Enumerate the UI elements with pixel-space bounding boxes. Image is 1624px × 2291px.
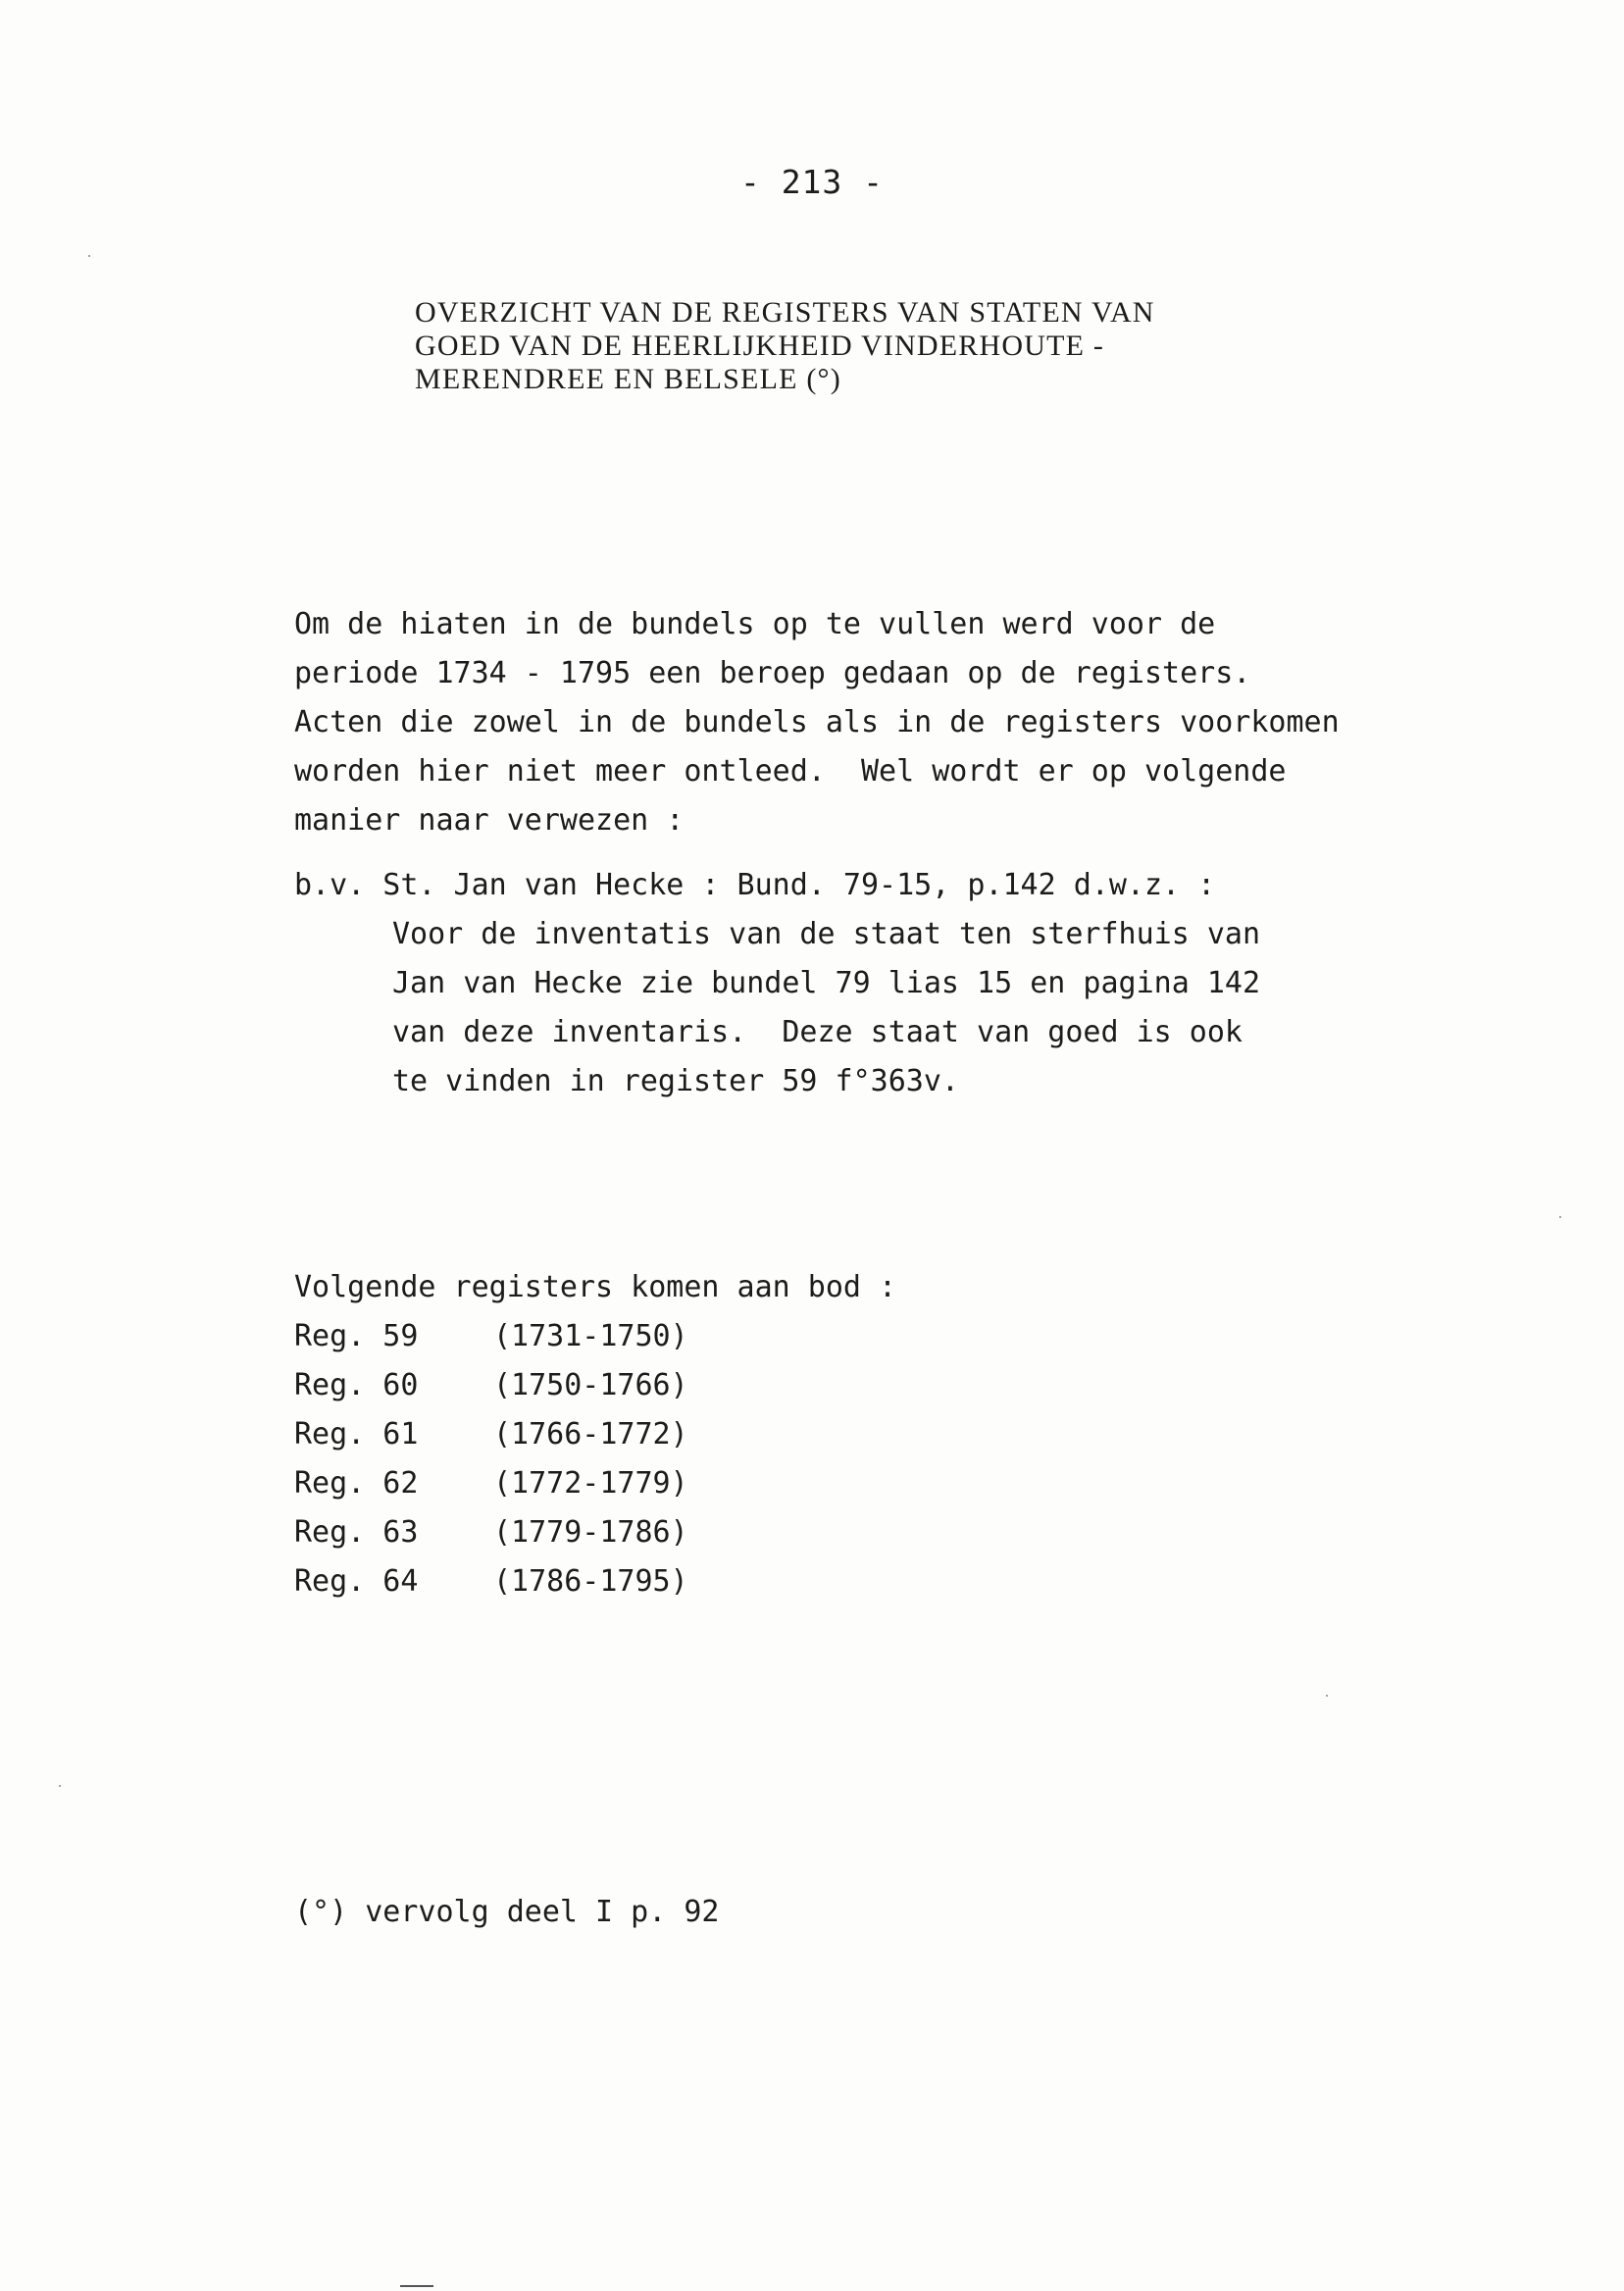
scan-speck [59, 1785, 61, 1787]
scan-mark [400, 2285, 433, 2287]
register-period: (1750-1766) [493, 1368, 688, 1402]
register-label: Reg. 63 [294, 1515, 419, 1550]
paragraph-line: worden hier niet meer ontleed. Wel wordt er op volgende [294, 754, 1287, 789]
paragraph-line: manier naar verwezen : [294, 803, 685, 838]
intro-paragraph [294, 600, 1340, 845]
register-row [294, 1410, 896, 1459]
register-label: Reg. 59 [294, 1319, 419, 1353]
register-row [294, 1361, 896, 1410]
register-list [294, 1263, 896, 1606]
footnote: (°) vervolg deel I p. 92 [294, 1895, 720, 1929]
register-label: Reg. 62 [294, 1466, 419, 1501]
heading-line: GOED VAN DE HEERLIJKHEID VINDERHOUTE - [415, 330, 1105, 362]
example-block [294, 861, 1260, 1106]
register-period: (1772-1779) [493, 1466, 688, 1501]
heading-line: OVERZICHT VAN DE REGISTERS VAN STATEN VAN [415, 296, 1155, 329]
example-line: Jan van Hecke zie bundel 79 lias 15 en pagina 142 [392, 966, 1261, 1000]
register-label: Reg. 61 [294, 1417, 419, 1451]
example-line: van deze inventaris. Deze staat van goed is ook [392, 1015, 1243, 1049]
register-period: (1766-1772) [493, 1417, 688, 1451]
register-period: (1779-1786) [493, 1515, 688, 1550]
example-first-line: b.v. St. Jan van Hecke : Bund. 79-15, p.142 d.w.z. : [294, 868, 1216, 902]
register-row [294, 1459, 896, 1508]
document-heading [415, 296, 1155, 396]
register-row [294, 1557, 896, 1606]
register-label: Reg. 64 [294, 1564, 419, 1599]
register-period: (1731-1750) [493, 1319, 688, 1353]
page-number: - 213 - [739, 163, 885, 201]
paragraph-line: Om de hiaten in de bundels op te vullen werd voor de [294, 607, 1216, 641]
register-period: (1786-1795) [493, 1564, 688, 1599]
register-label: Reg. 60 [294, 1368, 419, 1402]
register-row [294, 1508, 896, 1557]
example-line: Voor de inventatis van de staat ten sterfhuis van [392, 917, 1261, 951]
example-line: te vinden in register 59 f°363v. [392, 1064, 959, 1098]
paragraph-line: Acten die zowel in de bundels als in de registers voorkomen [294, 705, 1340, 739]
scan-speck [1326, 1695, 1328, 1697]
scan-speck [88, 255, 90, 257]
scan-speck [1559, 1216, 1561, 1218]
paragraph-line: periode 1734 - 1795 een beroep gedaan op de registers. [294, 656, 1251, 690]
register-row [294, 1312, 896, 1361]
heading-line: MERENDREE EN BELSELE (°) [415, 363, 841, 395]
register-list-intro: Volgende registers komen aan bod : [294, 1270, 897, 1304]
